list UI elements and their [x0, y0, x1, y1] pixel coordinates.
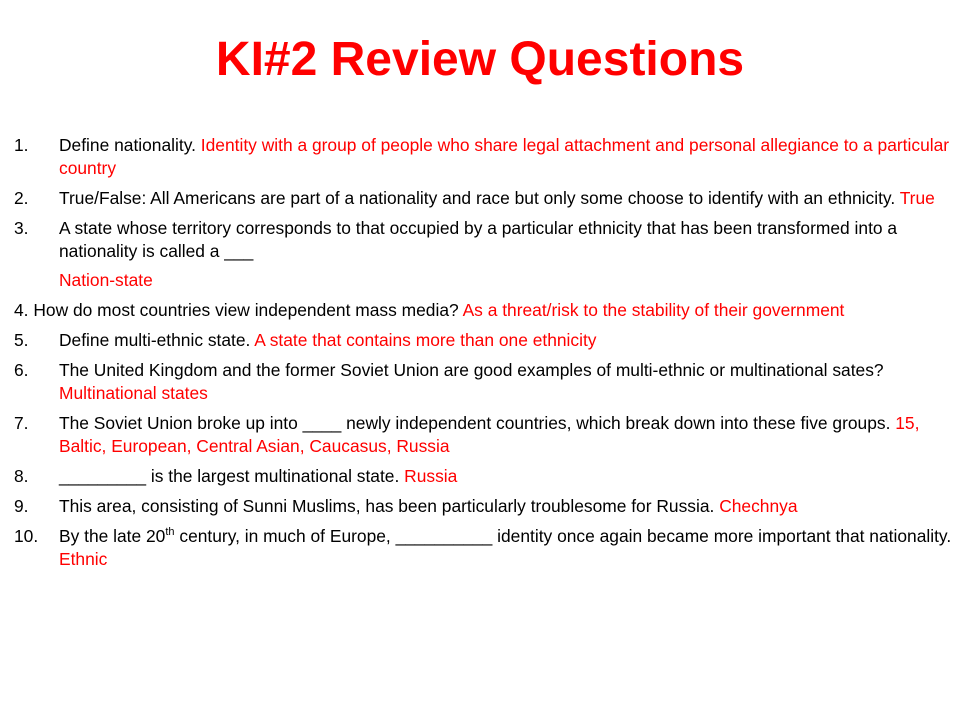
answer-text: Nation-state: [59, 270, 153, 290]
item-number: 3.: [14, 218, 29, 238]
item-number: 2.: [14, 188, 29, 208]
answer-text: True: [899, 188, 935, 208]
item-number: 7.: [14, 413, 29, 433]
item-number: 8.: [14, 466, 29, 486]
item-number: 6.: [14, 360, 29, 380]
answer-text: Ethnic: [59, 549, 108, 569]
list-item-10: [14, 525, 954, 571]
item-number: 10.: [14, 526, 39, 546]
question-text: A state whose territory corresponds to that occupied by a particular ethnicity that has been transformed into a nationality is called a ___: [59, 218, 898, 261]
answer-text: Multinational states: [59, 383, 208, 403]
question-text: _________ is the largest multinational state.: [59, 466, 400, 486]
question-text: Define nationality.: [59, 135, 196, 155]
answer-text: Identity with a group of people who share legal attachment and personal allegiance to a particular country: [59, 135, 950, 178]
question-list: [14, 134, 954, 578]
answer-text: 15, Baltic, European, Central Asian, Caucasus, Russia: [59, 413, 920, 456]
slide-title: KI#2 Review Questions: [215, 33, 745, 86]
list-item-3-answer-line: [14, 269, 954, 292]
question-text-start: By the late 20: [59, 526, 166, 546]
answer-text: As a threat/risk to the stability of their government: [462, 300, 845, 320]
list-item-7: [14, 412, 954, 458]
question-text: The Soviet Union broke up into ____ newly independent countries, which break down into these five groups.: [59, 413, 891, 433]
list-item-4: [14, 299, 954, 322]
list-item-6: [14, 359, 954, 405]
question-text: How do most countries view independent mass media?: [33, 300, 459, 320]
list-item-9: [14, 495, 954, 518]
item-number: 1.: [14, 135, 29, 155]
item-number: 5.: [14, 330, 29, 350]
question-text: The United Kingdom and the former Soviet Union are good examples of multi-ethnic or multinational sates?: [59, 360, 884, 380]
question-text: True/False: All Americans are part of a nationality and race but only some choose to identify with an ethnicity.: [59, 188, 896, 208]
ordinal-superscript: th: [165, 526, 175, 539]
list-item-2: [14, 187, 954, 210]
question-text: Define multi-ethnic state.: [59, 330, 251, 350]
answer-text: Chechnya: [719, 496, 798, 516]
item-number: 4.: [14, 300, 29, 320]
list-item-5: [14, 329, 954, 352]
item-number: 9.: [14, 496, 29, 516]
answer-text: Russia: [404, 466, 458, 486]
question-text-end: century, in much of Europe, __________ identity once again became more important that nationality.: [174, 526, 952, 546]
list-item-3: [14, 217, 954, 263]
answer-text: A state that contains more than one ethnicity: [254, 330, 597, 350]
list-item-8: [14, 465, 954, 488]
list-item-1: [14, 134, 954, 180]
question-text: This area, consisting of Sunni Muslims, has been particularly troublesome for Russia.: [59, 496, 715, 516]
